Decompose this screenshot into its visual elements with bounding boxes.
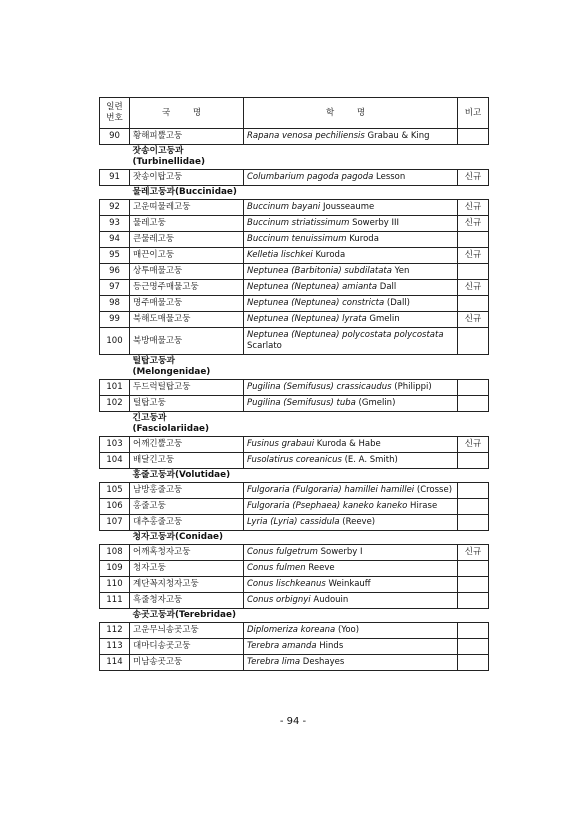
note-cell [458, 499, 489, 515]
family-heading [100, 145, 489, 170]
scientific-author: Weinkauff [325, 579, 371, 589]
family-spacer [100, 609, 130, 623]
serial-number: 106 [100, 499, 130, 515]
table-row [100, 170, 489, 186]
korean-name: 북해도매물고둥 [130, 312, 244, 328]
scientific-name [244, 437, 458, 453]
serial-number: 97 [100, 280, 130, 296]
page-number: - 94 - [279, 716, 307, 727]
korean-name: 어깨혹청자고둥 [130, 545, 244, 561]
scientific-name [244, 499, 458, 515]
korean-name: 명주매물고둥 [130, 296, 244, 312]
scientific-author: Lesson [373, 172, 406, 182]
serial-number: 92 [100, 200, 130, 216]
family-heading [100, 609, 489, 623]
header-korean-name: 국 명 [130, 98, 244, 129]
note-cell [458, 396, 489, 412]
scientific-name [244, 545, 458, 561]
scientific-name [244, 312, 458, 328]
family-name [130, 412, 489, 437]
scientific-name [244, 264, 458, 280]
scientific-author: Grabau & King [364, 131, 430, 141]
scientific-name [244, 593, 458, 609]
scientific-author: Sowerby I [317, 547, 363, 557]
scientific-name [244, 396, 458, 412]
scientific-name [244, 232, 458, 248]
family-name [130, 609, 489, 623]
korean-name: 계단꼭지청자고둥 [130, 577, 244, 593]
table-row [100, 216, 489, 232]
scientific-author: Dall [377, 282, 397, 292]
scientific-author: (Dall) [384, 298, 410, 308]
family-heading [100, 531, 489, 545]
table-row [100, 453, 489, 469]
header-note: 비고 [458, 98, 489, 129]
scientific-name [244, 453, 458, 469]
note-cell [458, 483, 489, 499]
scientific-name [244, 170, 458, 186]
scientific-binomial: Diplomeriza koreana [247, 625, 336, 635]
scientific-binomial: Buccinum striatissimum [247, 218, 350, 228]
scientific-author: Deshayes [300, 657, 345, 667]
note-cell [458, 515, 489, 531]
family-spacer [100, 412, 130, 437]
scientific-author: Yen [391, 266, 410, 276]
korean-name: 대추홍줄고둥 [130, 515, 244, 531]
family-latin-name: (Melongenidae) [132, 367, 211, 377]
scientific-name [244, 296, 458, 312]
serial-number: 104 [100, 453, 130, 469]
scientific-author: (Reeve) [339, 517, 376, 527]
korean-name: 등근명주매물고둥 [130, 280, 244, 296]
scientific-author: (E. A. Smith) [341, 455, 398, 465]
family-latin-name: (Fasciolariidae) [132, 424, 210, 434]
table-row [100, 593, 489, 609]
note-cell [458, 328, 489, 355]
family-name [130, 355, 489, 380]
family-korean-name: 잣송이고둥과 [132, 146, 184, 156]
korean-name: 큰물레고둥 [130, 232, 244, 248]
scientific-author: Kuroda [312, 250, 346, 260]
header-scientific-name: 학 명 [244, 98, 458, 129]
table-row [100, 499, 489, 515]
scientific-name [244, 129, 458, 145]
scientific-binomial: Buccinum bayani [247, 202, 321, 212]
scientific-binomial: Conus lischkeanus [247, 579, 326, 589]
korean-name: 흑줄청자고둥 [130, 593, 244, 609]
serial-number: 105 [100, 483, 130, 499]
note-cell: 신규 [458, 437, 489, 453]
korean-name: 청자고둥 [130, 561, 244, 577]
scientific-binomial: Buccinum tenuissimum [247, 234, 347, 244]
scientific-author: Reeve [305, 563, 335, 573]
serial-number: 114 [100, 655, 130, 671]
family-spacer [100, 355, 130, 380]
serial-number: 107 [100, 515, 130, 531]
species-table [99, 97, 489, 671]
scientific-name [244, 328, 458, 355]
table-row [100, 232, 489, 248]
serial-number: 91 [100, 170, 130, 186]
scientific-name [244, 577, 458, 593]
scientific-name [244, 216, 458, 232]
table-row [100, 296, 489, 312]
scientific-author: Gmelin [366, 314, 400, 324]
scientific-binomial: Conus fulmen [247, 563, 306, 573]
serial-number: 100 [100, 328, 130, 355]
note-cell [458, 623, 489, 639]
family-latin-name: (Turbinellidae) [132, 157, 205, 167]
note-cell [458, 264, 489, 280]
scientific-author: (Crosse) [414, 485, 453, 495]
korean-name: 고운무늬송곳고둥 [130, 623, 244, 639]
table-row [100, 280, 489, 296]
scientific-name [244, 483, 458, 499]
family-korean-name: 털탑고둥과 [132, 356, 175, 366]
serial-number: 111 [100, 593, 130, 609]
serial-number: 93 [100, 216, 130, 232]
table-row [100, 328, 489, 355]
scientific-name [244, 655, 458, 671]
serial-number: 94 [100, 232, 130, 248]
table-row [100, 545, 489, 561]
table-row [100, 200, 489, 216]
korean-name: 남방홍줄고둥 [130, 483, 244, 499]
serial-number: 101 [100, 380, 130, 396]
scientific-name [244, 639, 458, 655]
family-name [130, 145, 489, 170]
note-cell: 신규 [458, 248, 489, 264]
scientific-name [244, 380, 458, 396]
family-heading [100, 412, 489, 437]
note-cell: 신규 [458, 312, 489, 328]
family-spacer [100, 531, 130, 545]
korean-name: 매끈이고둥 [130, 248, 244, 264]
scientific-author: Kuroda [346, 234, 379, 244]
note-cell [458, 639, 489, 655]
serial-number: 99 [100, 312, 130, 328]
korean-name: 배달긴고둥 [130, 453, 244, 469]
korean-name: 털탑고둥 [130, 396, 244, 412]
scientific-binomial: Fusolatirus coreanicus [247, 455, 342, 465]
note-cell [458, 380, 489, 396]
korean-name: 두드럭털탑고둥 [130, 380, 244, 396]
scientific-author: Hinds [316, 641, 344, 651]
scientific-name [244, 248, 458, 264]
header-no: 일련 번호 [100, 98, 130, 129]
note-cell [458, 577, 489, 593]
scientific-name [244, 515, 458, 531]
korean-name: 어깨긴뿔고둥 [130, 437, 244, 453]
family-spacer [100, 469, 130, 483]
scientific-binomial: Kelletia lischkei [247, 250, 313, 260]
korean-name: 잣송이탑고둥 [130, 170, 244, 186]
note-cell: 신규 [458, 200, 489, 216]
serial-number: 90 [100, 129, 130, 145]
scientific-author: Sowerby III [349, 218, 399, 228]
scientific-author: (Philippi) [391, 382, 432, 392]
serial-number: 108 [100, 545, 130, 561]
note-cell [458, 296, 489, 312]
scientific-name [244, 280, 458, 296]
note-cell: 신규 [458, 280, 489, 296]
table-row [100, 577, 489, 593]
korean-name: 상투매물고둥 [130, 264, 244, 280]
scientific-binomial: Fulgoraria (Psephaea) kaneko kaneko [247, 501, 408, 511]
scientific-name [244, 623, 458, 639]
note-cell: 신규 [458, 216, 489, 232]
korean-name: 홍줄고둥 [130, 499, 244, 515]
scientific-author: Kuroda & Habe [314, 439, 381, 449]
table-body [100, 129, 489, 671]
serial-number: 109 [100, 561, 130, 577]
note-cell [458, 561, 489, 577]
scientific-author: Hirase [407, 501, 438, 511]
serial-number: 103 [100, 437, 130, 453]
note-cell [458, 593, 489, 609]
table-row [100, 312, 489, 328]
scientific-author: (Yoo) [335, 625, 360, 635]
family-spacer [100, 145, 130, 170]
korean-name: 고운띠물레고둥 [130, 200, 244, 216]
scientific-author: Audouin [310, 595, 349, 605]
serial-number: 110 [100, 577, 130, 593]
scientific-binomial: Neptunea (Neptunea) constricta [247, 298, 385, 308]
note-cell: 신규 [458, 545, 489, 561]
scientific-author: Scarlato [247, 341, 282, 351]
table-row [100, 639, 489, 655]
table-row [100, 248, 489, 264]
family-korean-name: 물레고둥과(Buccinidae) [132, 187, 237, 197]
family-korean-name: 청자고둥과(Conidae) [132, 532, 224, 542]
korean-name: 북방매물고둥 [130, 328, 244, 355]
table-row [100, 129, 489, 145]
scientific-binomial: Conus fulgetrum [247, 547, 318, 557]
table-row [100, 396, 489, 412]
scientific-binomial: Fulgoraria (Fulgoraria) hamillei hamillei [247, 485, 415, 495]
serial-number: 98 [100, 296, 130, 312]
serial-number: 113 [100, 639, 130, 655]
family-heading [100, 355, 489, 380]
scientific-binomial: Neptunea (Neptunea) lyrata [247, 314, 367, 324]
family-heading [100, 469, 489, 483]
scientific-binomial: Neptunea (Neptunea) polycostata polycostata [247, 330, 444, 340]
table-row [100, 264, 489, 280]
table-row [100, 437, 489, 453]
note-cell [458, 453, 489, 469]
scientific-binomial: Fusinus grabaui [247, 439, 315, 449]
korean-name: 미남송곳고둥 [130, 655, 244, 671]
note-cell [458, 232, 489, 248]
family-korean-name: 송곳고둥과(Terebridae) [132, 610, 236, 620]
scientific-author: (Gmelin) [355, 398, 396, 408]
note-cell: 신규 [458, 170, 489, 186]
family-spacer [100, 186, 130, 200]
table-row [100, 380, 489, 396]
table-row [100, 561, 489, 577]
note-cell [458, 129, 489, 145]
family-name [130, 186, 489, 200]
korean-name: 대마디송곳고둥 [130, 639, 244, 655]
scientific-binomial: Lyria (Lyria) cassidula [247, 517, 340, 527]
serial-number: 102 [100, 396, 130, 412]
table-row [100, 483, 489, 499]
table-row [100, 623, 489, 639]
scientific-binomial: Pugilina (Semifusus) tuba [247, 398, 356, 408]
scientific-name [244, 200, 458, 216]
serial-number: 96 [100, 264, 130, 280]
serial-number: 95 [100, 248, 130, 264]
scientific-binomial: Neptunea (Neptunea) amianta [247, 282, 378, 292]
table-row [100, 655, 489, 671]
korean-name: 물레고둥 [130, 216, 244, 232]
scientific-binomial: Rapana venosa pechiliensis [247, 131, 365, 141]
korean-name: 황해피뿔고둥 [130, 129, 244, 145]
scientific-name [244, 561, 458, 577]
scientific-author: Jousseaume [320, 202, 375, 212]
table-header [100, 98, 489, 129]
scientific-binomial: Neptunea (Barbitonia) subdilatata [247, 266, 392, 276]
family-name [130, 469, 489, 483]
serial-number: 112 [100, 623, 130, 639]
scientific-binomial: Terebra lima [247, 657, 301, 667]
family-name [130, 531, 489, 545]
scientific-binomial: Terebra amanda [247, 641, 317, 651]
table-row [100, 515, 489, 531]
scientific-binomial: Conus orbignyi [247, 595, 311, 605]
family-korean-name: 긴고둥과 [132, 413, 167, 423]
scientific-binomial: Columbarium pagoda pagoda [247, 172, 374, 182]
note-cell [458, 655, 489, 671]
family-korean-name: 홍줄고둥과(Volutidae) [132, 470, 231, 480]
scientific-binomial: Pugilina (Semifusus) crassicaudus [247, 382, 392, 392]
family-heading [100, 186, 489, 200]
